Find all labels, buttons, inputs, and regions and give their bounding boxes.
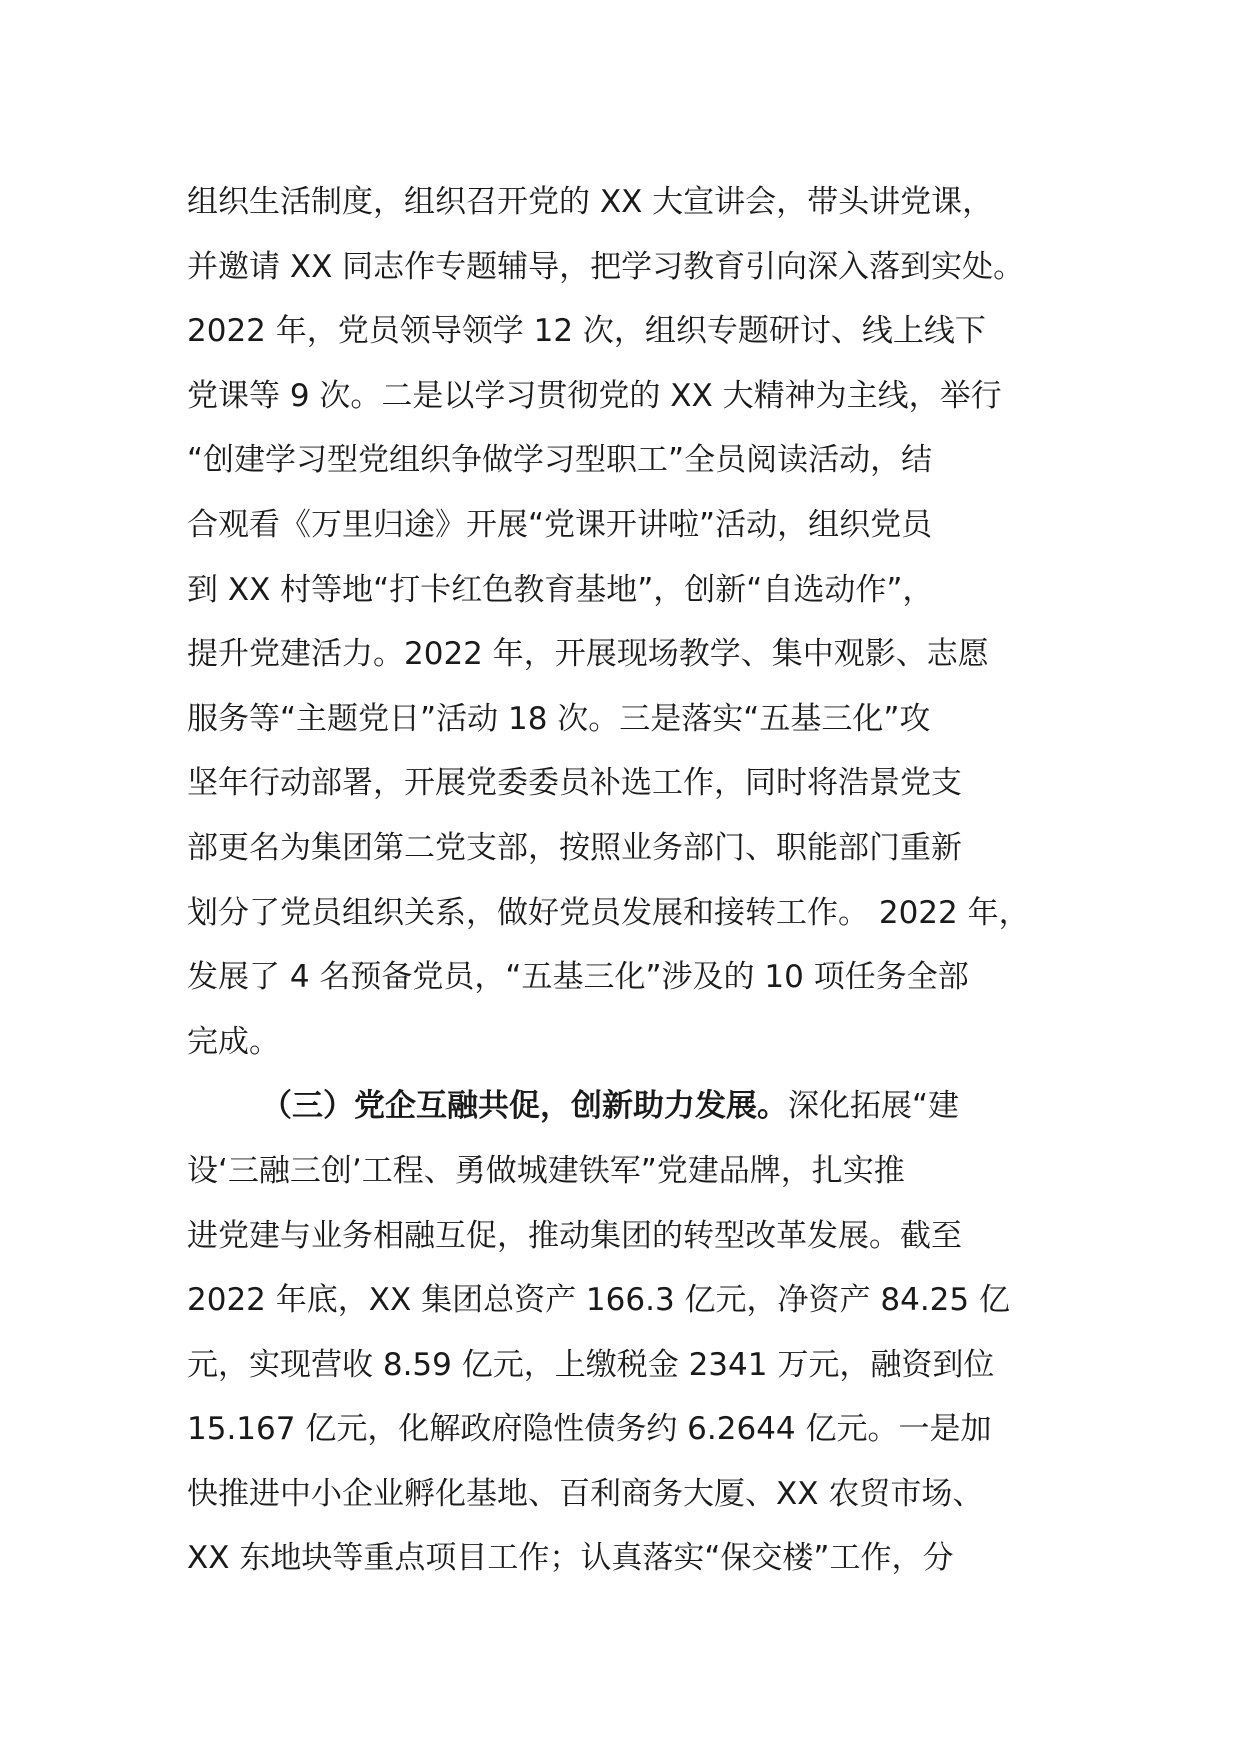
section-heading: （三）党企互融共促，创新助力发展。 xyxy=(261,1088,788,1125)
paragraph-line: 2022 年底，XX 集团总资产 166.3 亿元，净资产 84.25 亿 xyxy=(187,1282,1010,1319)
paragraph-line: XX 东地块等重点项目工作；认真落实“保交楼”工作，分 xyxy=(187,1540,954,1577)
paragraph-line: 设‘三融三创’工程、勇做城建铁军”党建品牌，扎实推 xyxy=(187,1152,905,1189)
paragraph-line: 党课等 9 次。二是以学习贯彻党的 XX 大精神为主线，举行 xyxy=(187,377,1002,414)
paragraph-line: 部更名为集团第二党支部，按照业务部门、职能部门重新 xyxy=(187,829,962,866)
paragraph-line: 坚年行动部署，开展党委委员补选工作，同时将浩景党支 xyxy=(187,765,962,802)
section-heading-line xyxy=(187,1074,1087,1139)
paragraph-line: 快推进中小企业孵化基地、百利商务大厦、XX 农贸市场、 xyxy=(187,1475,984,1512)
body-text xyxy=(187,170,1087,1591)
paragraph-line: 完成。 xyxy=(187,1023,280,1060)
paragraph-line: 元，实现营收 8.59 亿元，上缴税金 2341 万元，融资到位 xyxy=(187,1346,995,1383)
paragraph-line: 合观看《万里归途》开展“党课开讲啦”活动，组织党员 xyxy=(187,506,933,543)
section-heading-rest: 深化拓展“建 xyxy=(788,1088,960,1125)
paragraph-line: 到 XX 村等地“打卡红色教育基地”，创新“自选动作”， xyxy=(187,571,934,608)
paragraph-line: 服务等“主题党日”活动 18 次。三是落实“五基三化”攻 xyxy=(187,700,931,737)
paragraph-line: 发展了 4 名预备党员，“五基三化”涉及的 10 项任务全部 xyxy=(187,959,969,996)
paragraph-line: “创建学习型党组织争做学习型职工”全员阅读活动，结 xyxy=(187,442,933,479)
paragraph-line: 划分了党员组织关系，做好党员发展和接转工作。 2022 年， xyxy=(187,894,1030,931)
paragraph-line: 并邀请 XX 同志作专题辅导，把学习教育引向深入落到实处。 xyxy=(187,248,1025,285)
paragraph-line: 组织生活制度，组织召开党的 XX 大宣讲会，带头讲党课， xyxy=(187,184,994,220)
paragraph-line: 进党建与业务相融互促，推动集团的转型改革发展。截至 xyxy=(187,1217,962,1254)
paragraph-line: 2022 年，党员领导领学 12 次，组织专题研讨、线上线下 xyxy=(187,313,986,350)
paragraph-line: 提升党建活力。2022 年，开展现场教学、集中观影、志愿 xyxy=(187,636,989,673)
paragraph-line: 15.167 亿元，化解政府隐性债务约 6.2644 亿元。一是加 xyxy=(187,1411,992,1448)
